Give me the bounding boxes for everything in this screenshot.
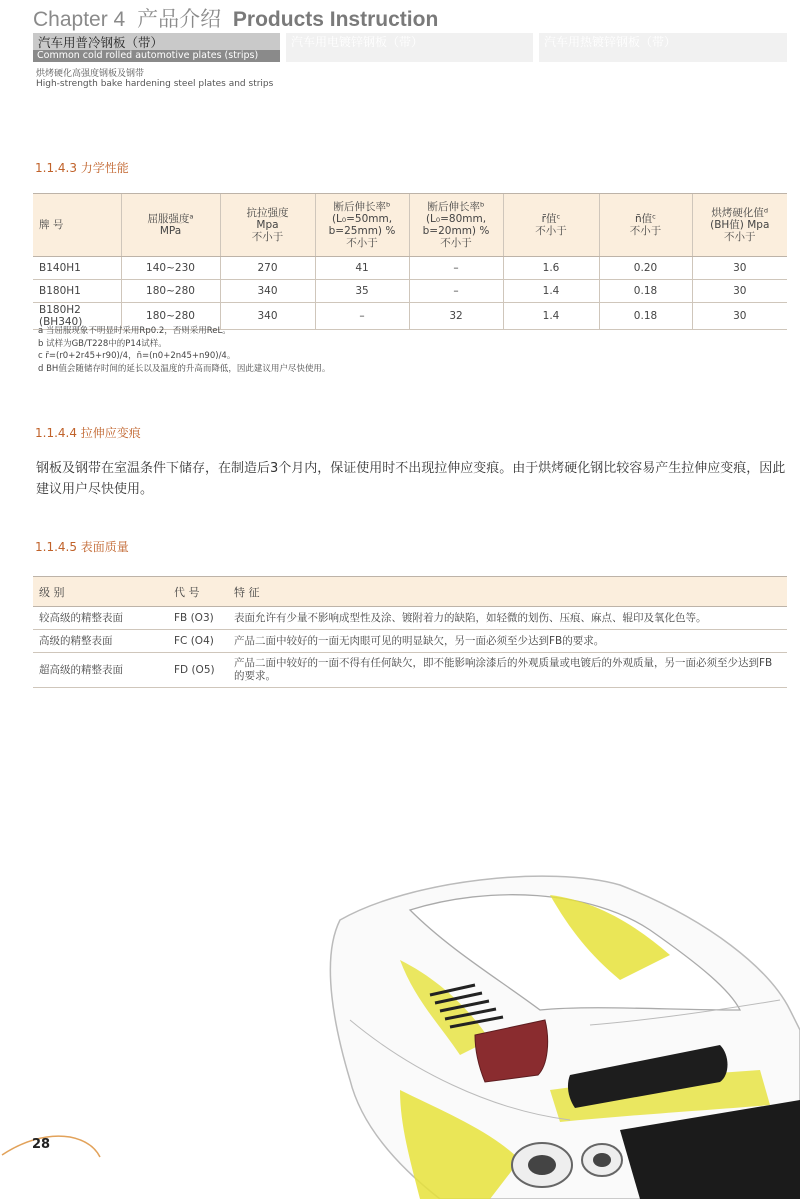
chapter-title-en: Products Instruction — [232, 8, 439, 31]
table-cell: 0.20 — [599, 257, 692, 280]
column-header — [503, 194, 599, 257]
table-cell: FC (O4) — [168, 630, 228, 653]
table-cell: – — [315, 303, 409, 330]
mechanical-properties-table — [33, 193, 787, 330]
table-cell: 产品二面中较好的一面不得有任何缺欠，即不能影响涂漆后的外观质量或电镀后的外观质量，另一面必须至少达到FB的要求。 — [228, 653, 787, 688]
table-header-row — [33, 194, 787, 257]
note-c: c r̄=(r0+2r45+r90)/4，n̄=(n0+2n45+n90)/4。 — [38, 351, 236, 361]
column-header — [315, 194, 409, 257]
column-header-line: r̄值ᶜ — [541, 213, 561, 225]
column-header-line: MPa — [159, 225, 182, 237]
subtitle-en: High-strength bake hardening steel plates and strips — [36, 79, 274, 89]
column-header-line: 牌 号 — [39, 219, 64, 231]
table-cell: 30 — [692, 280, 787, 303]
column-header-line: 不小于 — [346, 237, 378, 249]
note-a: a 当屈服现象不明显时采用Rp0.2，否则采用ReL。 — [38, 326, 231, 336]
table-cell: – — [409, 280, 503, 303]
note-d: d BH值会随储存时间的延长以及温度的升高而降低，因此建议用户尽快使用。 — [38, 363, 331, 374]
table-row — [33, 630, 787, 653]
table-cell: 超高级的精整表面 — [33, 653, 168, 688]
table-cell: 340 — [220, 280, 315, 303]
table-cell: B180H1 — [33, 280, 121, 303]
column-header-line: 抗拉强度 — [246, 207, 289, 219]
tab-hot-dip-galvanized[interactable] — [539, 33, 787, 62]
section-title-strain: 1.1.4.4 拉伸应变痕 — [35, 426, 141, 440]
column-header-line: (BH值) Mpa — [710, 219, 770, 231]
table-notes — [38, 325, 330, 375]
column-header-line: 不小于 — [440, 237, 472, 249]
strain-paragraph: 钢板及钢带在室温条件下储存，在制造后3个月内，保证使用时不出现拉伸应变痕。由于烘烤硬化钢比较容易产生拉伸应变痕，因此建议用户尽快使用。 — [36, 461, 786, 497]
table-cell: 1.4 — [503, 303, 599, 330]
table-cell: 产品二面中较好的一面无肉眼可见的明显缺欠，另一面必须至少达到FB的要求。 — [228, 630, 787, 653]
table-cell: B140H1 — [33, 257, 121, 280]
column-header — [599, 194, 692, 257]
table-cell: 35 — [315, 280, 409, 303]
table-row — [33, 653, 787, 688]
section-title-mechanical: 1.1.4.3 力学性能 — [35, 161, 129, 175]
column-header-line: b=20mm) % — [422, 225, 490, 237]
chapter-heading — [33, 3, 438, 33]
tab-electro-galvanized-label: 汽车用电镀锌钢板（带） — [291, 35, 424, 49]
table-cell: 32 — [409, 303, 503, 330]
chapter-label: Chapter 4 — [33, 8, 126, 31]
tab-cold-rolled-sublabel: Common cold rolled automotive plates (strips) — [37, 50, 259, 61]
tab-electro-galvanized[interactable] — [286, 33, 533, 62]
table-cell: 180~280 — [121, 303, 220, 330]
column-header: 代 号 — [168, 577, 228, 607]
section-title-surface: 1.1.4.5 表面质量 — [35, 540, 129, 554]
column-header-line: 不小于 — [724, 231, 756, 243]
table-cell: FD (O5) — [168, 653, 228, 688]
subtitle-cn: 烘烤硬化高强度钢板及钢带 — [36, 69, 145, 79]
column-header-line: 不小于 — [629, 225, 662, 237]
table-cell: 1.6 — [503, 257, 599, 280]
table-cell: 340 — [220, 303, 315, 330]
table-header-row — [33, 577, 787, 607]
column-header — [220, 194, 315, 257]
column-header-line: (L₀=80mm, — [425, 213, 487, 225]
column-header — [121, 194, 220, 257]
column-header-line: 烘烤硬化值ᵈ — [711, 207, 769, 219]
table-row — [33, 607, 787, 630]
page-number: 28 — [32, 1137, 51, 1152]
table-row — [33, 280, 787, 303]
table-cell: 270 — [220, 257, 315, 280]
column-header: 特 征 — [228, 577, 787, 607]
column-header-line: n̄值ᶜ — [634, 213, 657, 225]
column-header — [409, 194, 503, 257]
table-cell: 表面允许有少量不影响成型性及涂、镀附着力的缺陷，如轻微的划伤、压痕、麻点、辊印及氧化色等。 — [228, 607, 787, 630]
table-cell: 41 — [315, 257, 409, 280]
table-cell: 140~230 — [121, 257, 220, 280]
column-header-line: (L₀=50mm, — [331, 213, 393, 225]
chapter-title-cn: 产品介绍 — [137, 8, 222, 31]
column-header-line: 不小于 — [535, 225, 567, 237]
column-header: 级 别 — [33, 577, 168, 607]
column-header — [692, 194, 787, 257]
tab-cold-rolled[interactable] — [33, 33, 280, 62]
table-cell: 180~280 — [121, 280, 220, 303]
sports-car-illustration — [290, 860, 800, 1199]
table-cell: FB (O3) — [168, 607, 228, 630]
table-cell: 较高级的精整表面 — [33, 607, 168, 630]
table-cell: B180H2 (BH340) — [33, 303, 121, 330]
table-row — [33, 257, 787, 280]
table-cell: 0.18 — [599, 303, 692, 330]
table-cell: 1.4 — [503, 280, 599, 303]
column-header-line: 断后伸长率ᵇ — [427, 201, 485, 213]
table-cell: 30 — [692, 303, 787, 330]
column-header — [33, 194, 121, 257]
column-header-line: 屈服强度ᵃ — [147, 213, 194, 225]
tab-cold-rolled-label: 汽车用普冷钢板（带） — [38, 35, 164, 50]
note-b: b 试样为GB/T228中的P14试样。 — [38, 338, 167, 349]
page-number-swoosh — [0, 1125, 110, 1165]
surface-quality-table — [33, 576, 787, 688]
column-header-line: Mpa — [256, 219, 279, 231]
table-cell: 30 — [692, 257, 787, 280]
table-cell: – — [409, 257, 503, 280]
table-cell: 0.18 — [599, 280, 692, 303]
table-cell: 高级的精整表面 — [33, 630, 168, 653]
column-header-line: 断后伸长率ᵇ — [333, 201, 391, 213]
column-header-line: 不小于 — [251, 231, 284, 243]
column-header-line: b=25mm) % — [328, 225, 396, 237]
tab-hot-dip-galvanized-label: 汽车用热镀锌钢板（带） — [544, 35, 677, 49]
